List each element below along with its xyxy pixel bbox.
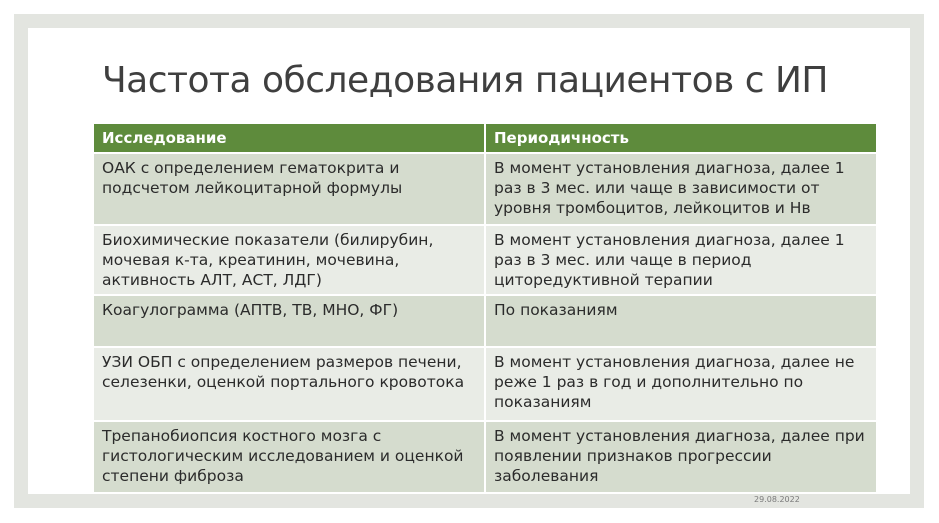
study-cell: Коагулограмма (АПТВ, ТВ, МНО, ФГ) (94, 295, 485, 347)
frequency-cell: По показаниям (485, 295, 876, 347)
slide-date: 29.08.2022 (754, 495, 800, 504)
slide-title: Частота обследования пациентов с ИП (102, 60, 828, 101)
study-cell: Биохимические показатели (билирубин, мочевая к-та, креатинин, мочевина, активность АЛТ, АСТ, ЛДГ) (94, 225, 485, 295)
frequency-cell: В момент установления диагноза, далее не реже 1 раз в год и дополнительно по показаниям (485, 347, 876, 421)
study-cell: УЗИ ОБП с определением размеров печени, селезенки, оценкой портального кровотока (94, 347, 485, 421)
frequency-cell: В момент установления диагноза, далее 1 раз в 3 мес. или чаще в период циторедуктивной терапии (485, 225, 876, 295)
header-frequency: Периодичность (485, 124, 876, 153)
table-header-row (94, 124, 876, 153)
table-row (94, 421, 876, 492)
frequency-cell: В момент установления диагноза, далее при появлении признаков прогрессии заболевания (485, 421, 876, 492)
table-row (94, 295, 876, 347)
examination-table (94, 124, 876, 492)
table-row (94, 153, 876, 225)
header-study: Исследование (94, 124, 485, 153)
slide-frame (14, 14, 924, 508)
slide (28, 28, 910, 504)
table-row (94, 347, 876, 421)
study-cell: ОАК с определением гематокрита и подсчетом лейкоцитарной формулы (94, 153, 485, 225)
table-row (94, 225, 876, 295)
study-cell: Трепанобиопсия костного мозга с гистологическим исследованием и оценкой степени фиброза (94, 421, 485, 492)
frequency-cell: В момент установления диагноза, далее 1 раз в 3 мес. или чаще в зависимости от уровня тромбоцитов, лейкоцитов и Нв (485, 153, 876, 225)
